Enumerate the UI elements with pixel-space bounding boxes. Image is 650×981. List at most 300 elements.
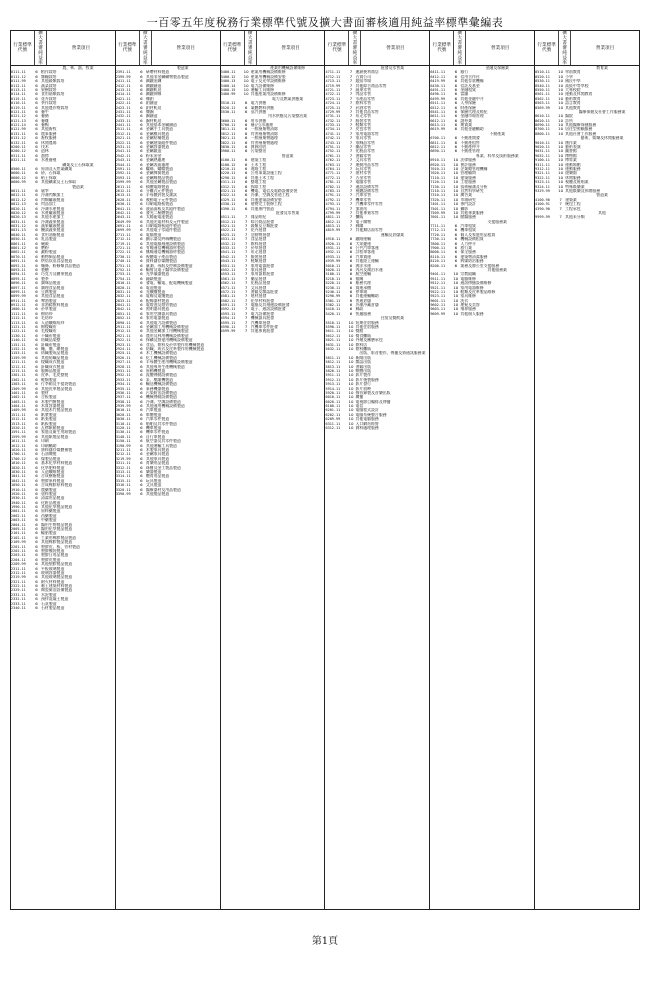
industry-name: 居住型照顧服務 bbox=[565, 127, 593, 132]
profit-rate: 10 bbox=[453, 311, 459, 316]
industry-code: 1700-12 bbox=[11, 456, 26, 461]
profit-rate: 6 bbox=[454, 92, 458, 97]
profit-rate: 6 bbox=[35, 259, 38, 264]
industry-name: 旅行業 bbox=[460, 246, 472, 251]
profit-rate: 10 bbox=[243, 83, 249, 88]
profit-rate: 7 bbox=[349, 210, 353, 215]
profit-rate: 10 bbox=[558, 74, 564, 79]
industry-code: 4100-91 bbox=[535, 202, 550, 207]
header-code: 行業標準代號 bbox=[11, 31, 35, 65]
industry-code: 4723-11 bbox=[325, 96, 341, 101]
industry-name: 書籍出版 bbox=[355, 364, 372, 369]
profit-rate: 6 bbox=[140, 478, 143, 483]
profit-rate: 6 bbox=[35, 544, 38, 549]
industry-code: 0600-99 bbox=[11, 180, 26, 185]
industry-code: 3812-11 bbox=[220, 131, 236, 136]
profit-rate: 6 bbox=[140, 360, 143, 365]
industry-name: 污染整治 bbox=[250, 149, 267, 154]
industry-name: 鞋類零售 bbox=[355, 123, 372, 128]
industry-code: 0894-11 bbox=[11, 272, 26, 277]
profit-rate: 6 bbox=[140, 70, 143, 75]
profit-rate: 6 bbox=[35, 531, 38, 536]
profit-rate: 7 bbox=[349, 101, 353, 106]
profit-rate: 6 bbox=[35, 303, 38, 308]
industry-name: 運輸工具維修 bbox=[250, 87, 274, 92]
industry-name: 其他化學製品製造 bbox=[41, 505, 73, 510]
industry-name: 廣播 bbox=[355, 395, 364, 400]
industry-name: 蔬果零售 bbox=[355, 87, 372, 92]
industry-code: 6491-11 bbox=[430, 87, 446, 92]
profit-rate: 6 bbox=[349, 259, 353, 264]
industry-code: 2753-11 bbox=[115, 272, 131, 277]
industry-name: 食品批發 bbox=[250, 237, 267, 242]
profit-rate: 6 bbox=[140, 175, 143, 180]
industry-name: 化學材料批發 bbox=[250, 298, 274, 303]
industry-code: 6512-11 bbox=[430, 105, 446, 110]
industry-code: 2005-11 bbox=[11, 527, 26, 532]
profit-rate: 6 bbox=[454, 136, 458, 141]
industry-name: 太陽能電池製造 bbox=[145, 215, 174, 220]
industry-name: 影片後製服務 bbox=[355, 377, 379, 382]
table-rows bbox=[221, 66, 325, 909]
industry-code: 0820-12 bbox=[11, 210, 26, 215]
profit-rate: 10 bbox=[453, 184, 459, 189]
profit-rate: 6 bbox=[35, 250, 38, 255]
industry-code: 2911-11 bbox=[115, 325, 131, 330]
industry-name: 畜牧服務 bbox=[41, 136, 57, 141]
profit-rate: 7 bbox=[349, 118, 353, 123]
industry-name: 屠宰 bbox=[41, 188, 49, 193]
industry-name: 產業用機械設備維修 bbox=[250, 70, 286, 75]
profit-rate: 10 bbox=[558, 131, 564, 136]
industry-code: 3314-11 bbox=[115, 474, 131, 479]
industry-code: 0121-14 bbox=[11, 123, 26, 128]
profit-rate: 6 bbox=[35, 509, 38, 514]
profit-rate: 6 bbox=[140, 491, 143, 496]
industry-name: 樂器製造 bbox=[145, 469, 162, 474]
industry-code: 3010-11 bbox=[115, 408, 131, 413]
industry-name: 電子購物 bbox=[355, 219, 372, 224]
profit-rate: 10 bbox=[348, 325, 354, 330]
industry-name: 家用電器零售 bbox=[355, 131, 379, 136]
industry-name: 服裝零售 bbox=[355, 118, 372, 123]
industry-name: 休閒服務 bbox=[565, 175, 581, 180]
industry-code: 2312-11 bbox=[11, 570, 26, 575]
industry-name: 其他產業用設備維修 bbox=[250, 92, 286, 97]
profit-rate: 6 bbox=[244, 171, 248, 176]
profit-rate: 6 bbox=[140, 386, 143, 391]
profit-rate: 6 bbox=[140, 259, 143, 264]
profit-rate: 6 bbox=[140, 311, 143, 316]
industry-name: 通訊設備零售 bbox=[355, 184, 379, 189]
industry-code: 1152-11 bbox=[11, 347, 26, 351]
profit-rate: 6 bbox=[35, 289, 38, 294]
profit-rate: 10 bbox=[453, 215, 459, 220]
section-title: 支援服務業 bbox=[487, 219, 507, 224]
industry-name: 動物飼品製造 bbox=[41, 254, 65, 259]
industry-code: 8610-11 bbox=[535, 114, 550, 119]
profit-rate: 6 bbox=[35, 166, 38, 171]
profit-rate: 6 bbox=[244, 158, 248, 163]
profit-rate: 6 bbox=[454, 70, 458, 75]
table-rows bbox=[116, 66, 220, 909]
profit-rate: 6 bbox=[349, 241, 353, 246]
industry-code: 6541-11 bbox=[430, 109, 446, 114]
industry-code: 2003-11 bbox=[11, 518, 26, 523]
industry-code: 6496-11 bbox=[430, 92, 446, 97]
profit-rate: 6 bbox=[140, 469, 143, 474]
industry-code: 9329-99 bbox=[535, 188, 550, 193]
profit-rate: 6 bbox=[140, 417, 143, 422]
industry-code: 2542-11 bbox=[115, 153, 131, 158]
industry-code: 1404-11 bbox=[11, 404, 26, 409]
industry-code: 4100-90 bbox=[535, 197, 550, 202]
industry-name: 玻璃容器製造 bbox=[41, 570, 65, 575]
industry-name: 化工機械設備製造 bbox=[145, 355, 177, 360]
industry-name: 博弈業 bbox=[565, 158, 577, 163]
industry-code: 4562-11 bbox=[220, 281, 236, 286]
industry-code: 2931-11 bbox=[115, 368, 131, 373]
industry-code: 2201-11 bbox=[11, 544, 26, 549]
industry-code: 5020-11 bbox=[325, 267, 341, 272]
profit-rate: 6 bbox=[35, 570, 38, 575]
industry-code: 5631-11 bbox=[325, 342, 341, 347]
header-name: 營業項目 bbox=[491, 45, 510, 51]
industry-name: 金屬彈簧製造 bbox=[145, 171, 170, 176]
industry-code: 2912-11 bbox=[115, 329, 131, 334]
profit-rate: 6 bbox=[140, 382, 143, 387]
industry-code: 2612-11 bbox=[115, 188, 131, 193]
industry-code: 3510-11 bbox=[220, 101, 236, 106]
industry-name: 郵購 bbox=[355, 224, 364, 229]
industry-name: 病媒防治服務 bbox=[460, 259, 484, 264]
industry-name: 其他專門營造 bbox=[250, 206, 274, 211]
profit-rate: 10 bbox=[558, 79, 564, 84]
industry-code: 2421-11 bbox=[115, 96, 131, 101]
profit-rate: 7 bbox=[244, 311, 248, 316]
industry-name: 其他專賣零售 bbox=[355, 210, 379, 215]
section-title: 農、林、漁、牧業 bbox=[62, 66, 94, 70]
industry-code: 9322-11 bbox=[535, 175, 550, 180]
profit-rate: 6 bbox=[35, 329, 38, 334]
industry-name: 電線及電纜製造 bbox=[145, 294, 174, 299]
industry-name: 其他塑膠製品製造 bbox=[41, 562, 73, 567]
industry-name: 飲料攤販 bbox=[355, 347, 372, 351]
profit-rate: 10 bbox=[453, 188, 459, 193]
industry-code: 2414-11 bbox=[115, 92, 131, 97]
profit-rate: 6 bbox=[35, 149, 38, 154]
profit-rate: 6 bbox=[140, 237, 143, 242]
industry-name: 其他社會工作服務 bbox=[565, 131, 597, 136]
industry-code: 2722-11 bbox=[115, 250, 131, 255]
industry-name: 煉鋁 bbox=[145, 96, 154, 101]
profit-rate: 6 bbox=[244, 140, 248, 145]
profit-rate: 6 bbox=[140, 351, 143, 356]
industry-code: 0500-11 bbox=[11, 166, 26, 171]
profit-rate: 6 bbox=[140, 166, 143, 171]
industry-name: 鋼鐵軋延 bbox=[145, 87, 162, 92]
industry-name: 紡織製成品製造 bbox=[41, 351, 69, 356]
profit-rate: 6 bbox=[35, 527, 38, 532]
industry-name: 雜糧栽培 bbox=[41, 74, 57, 79]
industry-name: 冷凍蔬果製造 bbox=[41, 219, 65, 224]
profit-rate: 10 bbox=[558, 118, 564, 123]
industry-name: 鞋類批發 bbox=[250, 259, 267, 264]
industry-code: 0831-12 bbox=[11, 224, 26, 229]
section-title: 批發及零售業 bbox=[275, 210, 300, 215]
profit-rate: 7 bbox=[349, 219, 353, 224]
industry-name: 大專校院 bbox=[565, 87, 581, 92]
industry-name: 針織成衣製造 bbox=[41, 364, 65, 369]
profit-rate: 6 bbox=[140, 219, 143, 224]
industry-name: 不動產仲介 bbox=[460, 145, 480, 150]
industry-name: 污染防治設備製造 bbox=[145, 390, 177, 395]
profit-rate: 6 bbox=[349, 250, 353, 255]
industry-name: 公用事業設施工程 bbox=[250, 171, 282, 176]
industry-name: 粉末冶金 bbox=[145, 153, 162, 158]
industry-name: 配線器材製造 bbox=[145, 298, 170, 303]
profit-rate: 6 bbox=[35, 584, 38, 589]
profit-rate: 10 bbox=[348, 342, 354, 347]
industry-name: 金融租賃 bbox=[460, 87, 476, 92]
profit-rate: 10 bbox=[558, 87, 564, 92]
profit-rate: 6 bbox=[35, 575, 38, 580]
section-title: 製造業 bbox=[176, 66, 189, 70]
industry-code: 8700-11 bbox=[535, 127, 550, 132]
profit-rate: 7 bbox=[559, 215, 562, 220]
industry-code: 0132-11 bbox=[11, 140, 26, 145]
profit-rate: 6 bbox=[244, 127, 248, 132]
industry-code: 4533-11 bbox=[220, 246, 236, 251]
industry-name: 家用空調器具製造 bbox=[145, 311, 177, 316]
section-title: 不動產業 bbox=[489, 131, 505, 136]
profit-rate: 6 bbox=[244, 162, 248, 167]
industry-name: 其他穀類栽培 bbox=[41, 79, 65, 84]
profit-rate: 6 bbox=[140, 136, 143, 141]
table-panel bbox=[430, 31, 535, 909]
industry-name: 文具零售 bbox=[355, 158, 372, 163]
industry-code: 0850-11 bbox=[11, 237, 26, 242]
industry-name: 農用及林用機械設備製造 bbox=[145, 333, 189, 338]
industry-name: 發電、輸電、配電機械製造 bbox=[145, 281, 193, 286]
profit-rate: 6 bbox=[35, 597, 38, 602]
industry-code: 7509-99 bbox=[430, 210, 446, 215]
profit-rate: 6 bbox=[140, 390, 143, 395]
profit-rate: 6 bbox=[140, 298, 143, 303]
profit-rate: 10 bbox=[558, 145, 564, 150]
industry-name: 粘土採取 bbox=[41, 175, 57, 180]
industry-code: 5813-11 bbox=[325, 364, 341, 369]
profit-rate: 7 bbox=[244, 329, 248, 334]
industry-name: 顯示器及終端機製造 bbox=[145, 237, 181, 242]
industry-code: 5240-11 bbox=[325, 289, 341, 294]
industry-name: 影片發行 bbox=[355, 382, 372, 387]
profit-rate: 6 bbox=[140, 289, 143, 294]
industry-name: 內河及湖泊水運 bbox=[355, 267, 383, 272]
industry-code: 0912-11 bbox=[11, 303, 26, 308]
industry-name: 食品、飲料及菸草製作用機械製造 bbox=[145, 342, 205, 347]
industry-name: 餐館 bbox=[355, 329, 364, 334]
industry-name: 塑膠原料製造 bbox=[41, 478, 65, 483]
industry-name: 冷凍冷藏倉儲 bbox=[355, 303, 379, 308]
industry-name: 休閒農場 bbox=[41, 140, 57, 145]
profit-rate: 6 bbox=[35, 417, 38, 422]
profit-rate: 10 bbox=[453, 289, 459, 294]
industry-name: 泵、壓縮機製造 bbox=[145, 377, 174, 382]
industry-code: 9609-99 bbox=[430, 311, 446, 316]
industry-name: 其他醫療保健服務 bbox=[565, 123, 597, 128]
industry-name: 運動用品零售 bbox=[355, 162, 379, 167]
industry-code: 4752-11 bbox=[325, 149, 341, 154]
industry-name: 輸送機械設備製造 bbox=[145, 382, 177, 387]
industry-code: 6202-11 bbox=[325, 412, 341, 417]
profit-rate: 6 bbox=[140, 434, 143, 439]
industry-name: 其他非金屬礦物製品製造 bbox=[145, 74, 189, 79]
table-panel bbox=[325, 31, 430, 909]
industry-name: 電力設備批發 bbox=[250, 311, 274, 316]
section-title: 出版、影音製作、傳播及資通訊服務業 bbox=[359, 351, 426, 356]
industry-name: 學前教育 bbox=[565, 70, 581, 75]
profit-rate: 6 bbox=[140, 294, 143, 299]
industry-name: 機車零售 bbox=[355, 197, 372, 202]
industry-code: 1940-11 bbox=[11, 500, 26, 505]
industry-name: 砂、石採取 bbox=[41, 171, 61, 176]
profit-rate: 6 bbox=[349, 311, 353, 316]
industry-code: 2002-11 bbox=[11, 513, 26, 518]
industry-code: 4311-11 bbox=[220, 180, 236, 185]
profit-rate: 6 bbox=[140, 373, 143, 378]
industry-code: 5590-11 bbox=[325, 325, 341, 330]
industry-name: 家具維修 bbox=[460, 294, 476, 299]
industry-code: 2531-11 bbox=[115, 145, 131, 150]
profit-rate: 6 bbox=[140, 206, 143, 211]
profit-rate: 10 bbox=[558, 70, 564, 75]
industry-name: 外燴及團膳承包 bbox=[355, 338, 383, 343]
profit-rate: 6 bbox=[454, 263, 458, 268]
industry-name: 獸醫服務 bbox=[460, 215, 476, 220]
industry-name: 五金零售 bbox=[355, 175, 372, 180]
industry-name: 原油及天然氣礦業 bbox=[41, 166, 73, 171]
industry-name: 食用油脂製造 bbox=[41, 232, 65, 237]
industry-code: 0131-11 bbox=[11, 131, 26, 136]
industry-name: 機車零件製造 bbox=[145, 430, 170, 435]
industry-name: 綜合商品批發 bbox=[250, 219, 274, 224]
profit-rate: 10 bbox=[453, 171, 459, 176]
profit-rate: 6 bbox=[140, 395, 143, 400]
industry-name: 建築工程 bbox=[250, 158, 267, 163]
profit-rate: 6 bbox=[35, 386, 38, 391]
profit-rate: 6 bbox=[140, 355, 143, 360]
profit-rate: 7 bbox=[349, 131, 353, 136]
profit-rate: 6 bbox=[35, 355, 38, 360]
profit-rate: 6 bbox=[35, 557, 38, 562]
profit-rate: 6 bbox=[140, 267, 143, 272]
industry-code: 2699-99 bbox=[115, 228, 131, 233]
industry-name: 其他土木工程 bbox=[250, 175, 274, 180]
industry-code: 0600-11 bbox=[11, 171, 26, 176]
industry-code: 4511-11 bbox=[220, 215, 236, 220]
industry-code: 0121-11 bbox=[11, 109, 26, 114]
profit-rate: 10 bbox=[558, 153, 564, 158]
profit-rate: 6 bbox=[140, 443, 143, 448]
profit-rate: 10 bbox=[558, 114, 564, 119]
industry-name: 塗料製造 bbox=[41, 491, 57, 496]
industry-code: 1830-11 bbox=[11, 469, 26, 474]
industry-name: 光學儀器製造 bbox=[145, 272, 170, 277]
industry-code: 8200-11 bbox=[430, 263, 446, 268]
industry-name: 塑膠皮製造 bbox=[41, 557, 61, 562]
industry-code: 4551-11 bbox=[220, 263, 236, 268]
industry-name: 新聞出版 bbox=[355, 355, 372, 360]
profit-rate: 6 bbox=[35, 535, 38, 540]
industry-code: 4939-99 bbox=[325, 259, 341, 264]
industry-name: 殯葬服務 bbox=[460, 307, 476, 312]
industry-code: 2411-11 bbox=[115, 79, 131, 84]
header-rate: 擴大書審純益率 bbox=[140, 31, 152, 65]
industry-code: 2691-11 bbox=[115, 224, 131, 229]
industry-name: 金屬加工用機械設備製造 bbox=[145, 325, 189, 330]
industry-code: 6812-11 bbox=[430, 145, 446, 150]
profit-rate: 10 bbox=[348, 338, 354, 343]
profit-rate: 6 bbox=[35, 399, 38, 404]
profit-rate: 6 bbox=[35, 483, 38, 488]
header-code: 行業標準代號 bbox=[430, 31, 454, 65]
section-title: 營造業 bbox=[281, 153, 294, 158]
profit-rate: 6 bbox=[140, 342, 143, 347]
profit-rate: 7 bbox=[349, 188, 353, 193]
industry-name: 餐食攤販 bbox=[355, 333, 372, 338]
profit-rate: 6 bbox=[140, 263, 143, 268]
profit-rate: 7 bbox=[349, 79, 353, 84]
industry-name: 調味品製造 bbox=[41, 281, 61, 286]
industry-code: 6499-99 bbox=[430, 96, 446, 101]
profit-rate: 6 bbox=[140, 188, 143, 193]
industry-name: 電子、通訊設備批發 bbox=[250, 307, 286, 312]
profit-rate: 10 bbox=[348, 426, 354, 431]
industry-code: 7010-11 bbox=[430, 166, 446, 171]
industry-name: 無線通信機械器材製造 bbox=[145, 250, 185, 255]
industry-code: 2938-11 bbox=[115, 399, 131, 404]
industry-code: 2543-11 bbox=[115, 158, 131, 163]
industry-name: 紡織、成衣及皮革製作用機械製造 bbox=[145, 347, 205, 351]
profit-rate: 6 bbox=[140, 447, 143, 452]
profit-rate: 7 bbox=[349, 83, 353, 88]
profit-rate: 6 bbox=[140, 149, 143, 154]
industry-code: 4571-11 bbox=[220, 285, 236, 290]
profit-rate: 6 bbox=[35, 412, 38, 417]
industry-name: 石油煉製 bbox=[41, 452, 57, 457]
industry-code: 1842-11 bbox=[11, 478, 26, 483]
profit-rate: 6 bbox=[140, 184, 143, 189]
industry-code: 6201-11 bbox=[325, 408, 341, 413]
profit-rate: 6 bbox=[35, 487, 38, 492]
industry-name: 其他個人服務 bbox=[460, 311, 484, 316]
industry-name: 保全服務 bbox=[460, 250, 476, 255]
industry-code: 0119-11 bbox=[11, 105, 26, 110]
industry-name: 其他陸上運輸 bbox=[355, 259, 379, 264]
industry-name: 資料處理服務 bbox=[355, 426, 379, 431]
industry-code: 5920-11 bbox=[325, 390, 341, 395]
document-title: 一百零五年度稅務行業標準代號及擴大書面審核適用純益率標準彙編表 bbox=[146, 16, 504, 29]
industry-name: 其他金融輔助 bbox=[460, 127, 484, 132]
profit-rate: 6 bbox=[35, 285, 38, 290]
industry-name: 食用菇類栽培 bbox=[41, 92, 65, 97]
profit-rate: 10 bbox=[348, 386, 354, 391]
industry-name: 肉類罐頭製造 bbox=[41, 197, 65, 202]
profit-rate: 6 bbox=[35, 219, 38, 224]
industry-name: 海洋水運 bbox=[355, 263, 372, 268]
industry-code: 5510-11 bbox=[325, 320, 341, 325]
